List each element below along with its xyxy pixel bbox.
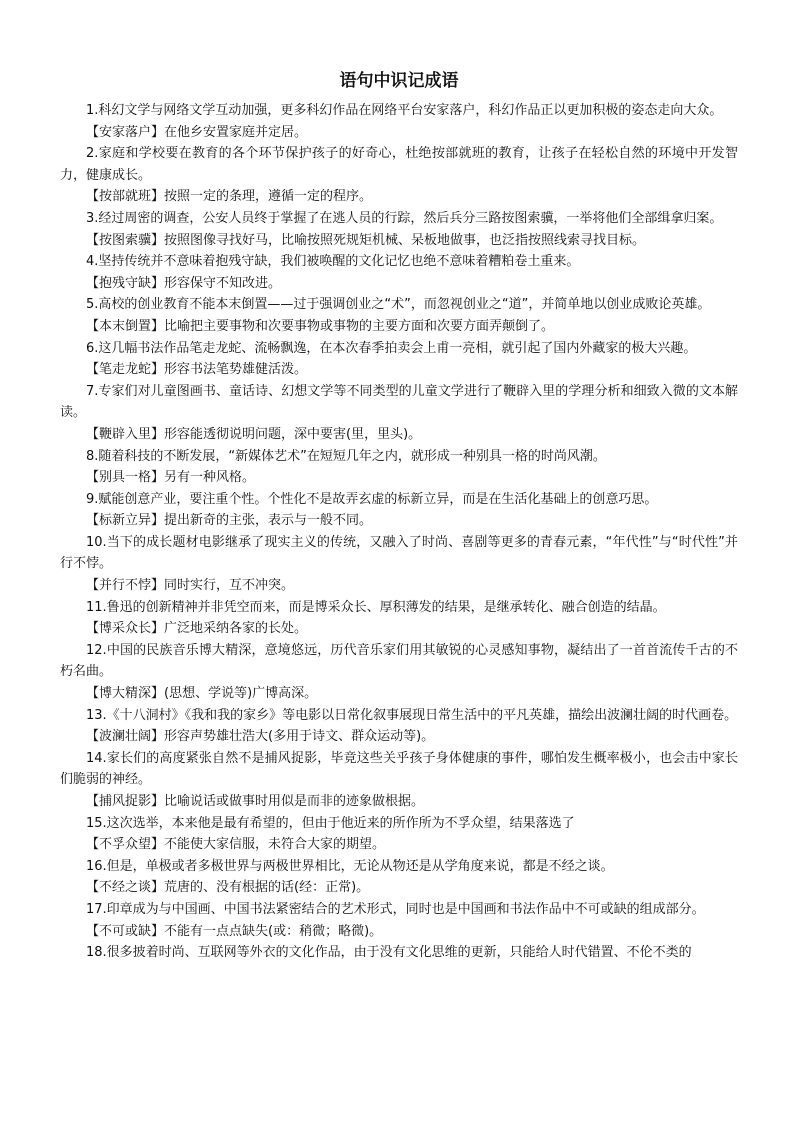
example-sentence: 5.高校的创业教育不能本末倒置——过于强调创业之“术”，而忽视创业之“道”，并简单地以创业成败论英雄。 [86,297,711,313]
example-sentence: 4.坚持传统并不意味着抱残守缺，我们被唤醒的文化记忆也绝不意味着糟粕卷土重来。 [86,254,580,270]
idiom-definition: 【安家落户】在他乡安置家庭并定居。 [86,124,308,140]
idiom-definition: 【博大精深】(思想、学说等)广博高深。 [86,686,318,702]
example-sentence: 18.很多披着时尚、互联网等外衣的文化作品，由于没有文化思维的更新，只能给人时代错置、不伦不类的 [86,945,692,961]
example-sentence: 3.经过周密的调查，公安人员终于掌握了在逃人员的行踪，然后兵分三路按图索骥，一举将他们全部缉拿归案。 [86,210,723,226]
idiom-definition: 【别具一格】另有一种风格。 [86,470,256,486]
example-sentence: 14.家长们的高度紧张自然不是捕风捉影，毕竟这些关乎孩子身体健康的事件，哪怕发生概率极小，也会击中家长们脆弱的神经。 [60,750,738,788]
example-sentence: 13.《十八洞村》《我和我的家乡》等电影以日常化叙事展现日常生活中的平凡英雄，描绘出波澜壮阔的时代画卷。 [86,707,738,723]
idiom-definition: 【鞭辟入里】形容能透彻说明问题，深中要害(里，里头)。 [86,426,422,442]
example-sentence: 7.专家们对儿童图画书、童话诗、幻想文学等不同类型的儿童文学进行了鞭辟入里的学理分析和细致入微的文本解读。 [60,383,738,421]
example-sentence: 11.鲁迅的创新精神并非凭空而来，而是博采众长、厚积薄发的结果，是继承转化、融合创造的结晶。 [86,599,666,615]
idiom-definition: 【不孚众望】不能使大家信服，未符合大家的期望。 [86,837,386,853]
example-sentence: 1.科幻文学与网络文学互动加强，更多科幻作品在网络平台安家落户，科幻作品正以更加积极的姿态走向大众。 [86,103,723,118]
idiom-definition: 【不经之谈】荒唐的、没有根据的话(经：正常)。 [86,880,370,896]
example-sentence: 9.赋能创意产业，要注重个性。个性化不是故弄玄虚的标新立异，而是在生活化基础上的创意巧思。 [86,491,658,507]
idiom-definition: 【博采众长】广泛地采纳各家的长处。 [86,621,308,637]
document-page [60,68,738,964]
idiom-definition: 【抱残守缺】形容保守不知改进。 [86,275,282,291]
example-sentence: 16.但是，单极或者多极世界与两极世界相比，无论从物还是从学角度来说，都是不经之谈。 [86,858,614,874]
idiom-definition: 【并行不悖】同时实行，互不冲突。 [86,578,295,594]
example-sentence: 8.随着科技的不断发展，“新媒体艺术”在短短几年之内，就形成一种别具一格的时尚风潮。 [86,448,606,464]
idiom-definition: 【本末倒置】比喻把主要事物和次要事物或事物的主要方面和次要方面弄颠倒了。 [86,318,555,334]
idiom-definition: 【按部就班】按照一定的条理，遵循一定的程序。 [86,189,373,205]
idiom-definition: 【笔走龙蛇】形容书法笔势雄健活泼。 [86,362,308,378]
entry-list [60,100,738,964]
idiom-definition: 【捕风捉影】比喻说话或做事时用似是而非的迹象做根据。 [86,794,425,809]
example-sentence: 6.这几幅书法作品笔走龙蛇、流畅飘逸，在本次春季拍卖会上甫一亮相，就引起了国内外藏家的极大兴趣。 [86,340,697,356]
example-sentence: 17.印章成为与中国画、中国书法紧密结合的艺术形式，同时也是中国画和书法作品中不可或缺的组成部分。 [86,901,705,917]
page-title: 语句中识记成语 [339,71,459,91]
idiom-definition: 【标新立异】提出新奇的主张，表示与一般不同。 [86,513,373,529]
idiom-definition: 【按图索骥】按照图像寻找好马，比喻按照死规矩机械、呆板地做事，也泛指按照线索寻找目标。 [86,232,646,248]
example-sentence: 2.家庭和学校要在教育的各个环节保护孩子的好奇心，杜绝按部就班的教育，让孩子在轻松自然的环境中开发智力，健康成长。 [60,146,738,183]
idiom-definition: 【波澜壮阔】形容声势雄壮浩大(多用于诗文、群众运动等)。 [86,729,435,745]
idiom-definition: 【不可或缺】不能有一点点缺失(或：稍微；略微)。 [86,923,383,939]
example-sentence: 15.这次选举，本来他是最有希望的，但由于他近来的所作所为不孚众望，结果落选了 [86,815,575,831]
example-sentence: 12.中国的民族音乐博大精深，意境悠远，历代音乐家们用其敏锐的心灵感知事物，凝结出了一首首流传千古的不朽名曲。 [60,642,738,680]
example-sentence: 10.当下的成长题材电影继承了现实主义的传统，又融入了时尚、喜剧等更多的青春元素，“年代性”与“时代性”并行不悖。 [60,534,738,572]
